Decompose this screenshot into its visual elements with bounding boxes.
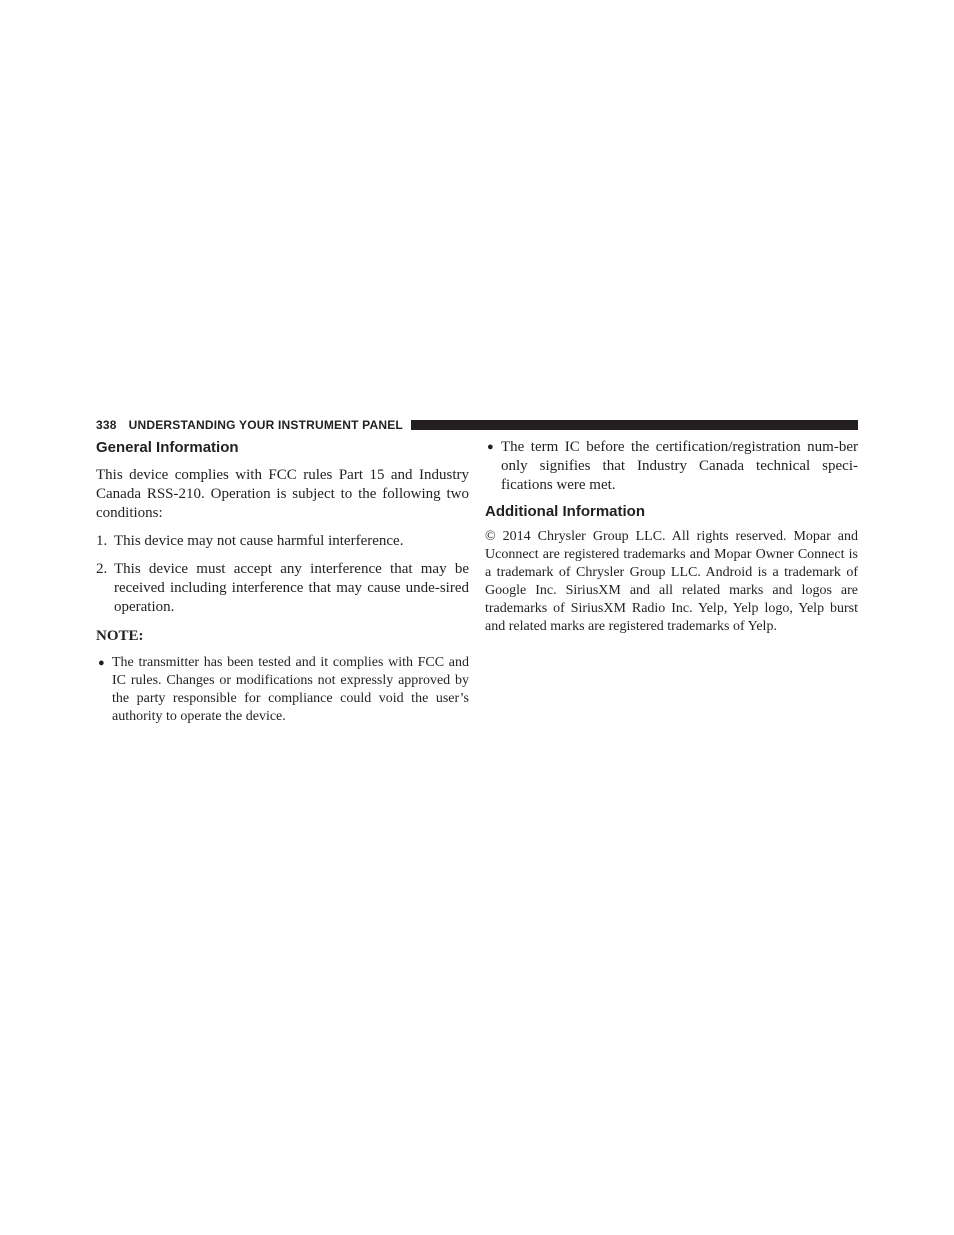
note-label: NOTE: [96,628,144,644]
additional-information-heading: Additional Information [485,503,645,520]
list-item [96,654,469,726]
intro-paragraph: This device complies with FCC rules Part 15 and Industry Canada RSS-210. Operation is subject to the following two conditions: [96,467,469,521]
page-number: 338 [96,418,117,432]
header-rule [411,420,858,430]
left-column [96,438,469,726]
list-number: 1. [96,533,108,549]
list-item [96,532,469,551]
list-text: This device may not cause harmful interference. [114,533,404,549]
right-column [485,438,858,636]
bullet-icon: ● [98,657,105,669]
general-information-heading: General Information [96,439,239,456]
note-bullet-text: The transmitter has been tested and it complies with FCC and IC rules. Changes or modifications not expressly approved by the party responsible for compliance could void the user’s authority to operate the device. [112,655,469,724]
list-item [485,438,858,495]
section-title: UNDERSTANDING YOUR INSTRUMENT PANEL [128,418,403,432]
copyright-paragraph: © 2014 Chrysler Group LLC. All rights reserved. Mopar and Uconnect are registered trademarks and Mopar Owner Connect is a trademark of Chrysler Group LLC. Android is a trademark of Google Inc. SiriusXM and all related marks and logos are trademarks of SiriusXM Radio Inc. Yelp, Yelp logo, Yelp burst and related marks are registered trademarks of Yelp. [485,529,858,634]
list-item [96,560,469,617]
bullet-icon: ● [487,441,494,453]
running-header [96,417,858,433]
list-text: This device must accept any interference that may be received including interference that may cause unde-sired operation. [114,561,469,615]
list-number: 2. [96,561,108,577]
ic-bullet-text: The term IC before the certification/registration num-ber only signifies that Industry Canada technical speci-fications were met. [501,439,858,493]
